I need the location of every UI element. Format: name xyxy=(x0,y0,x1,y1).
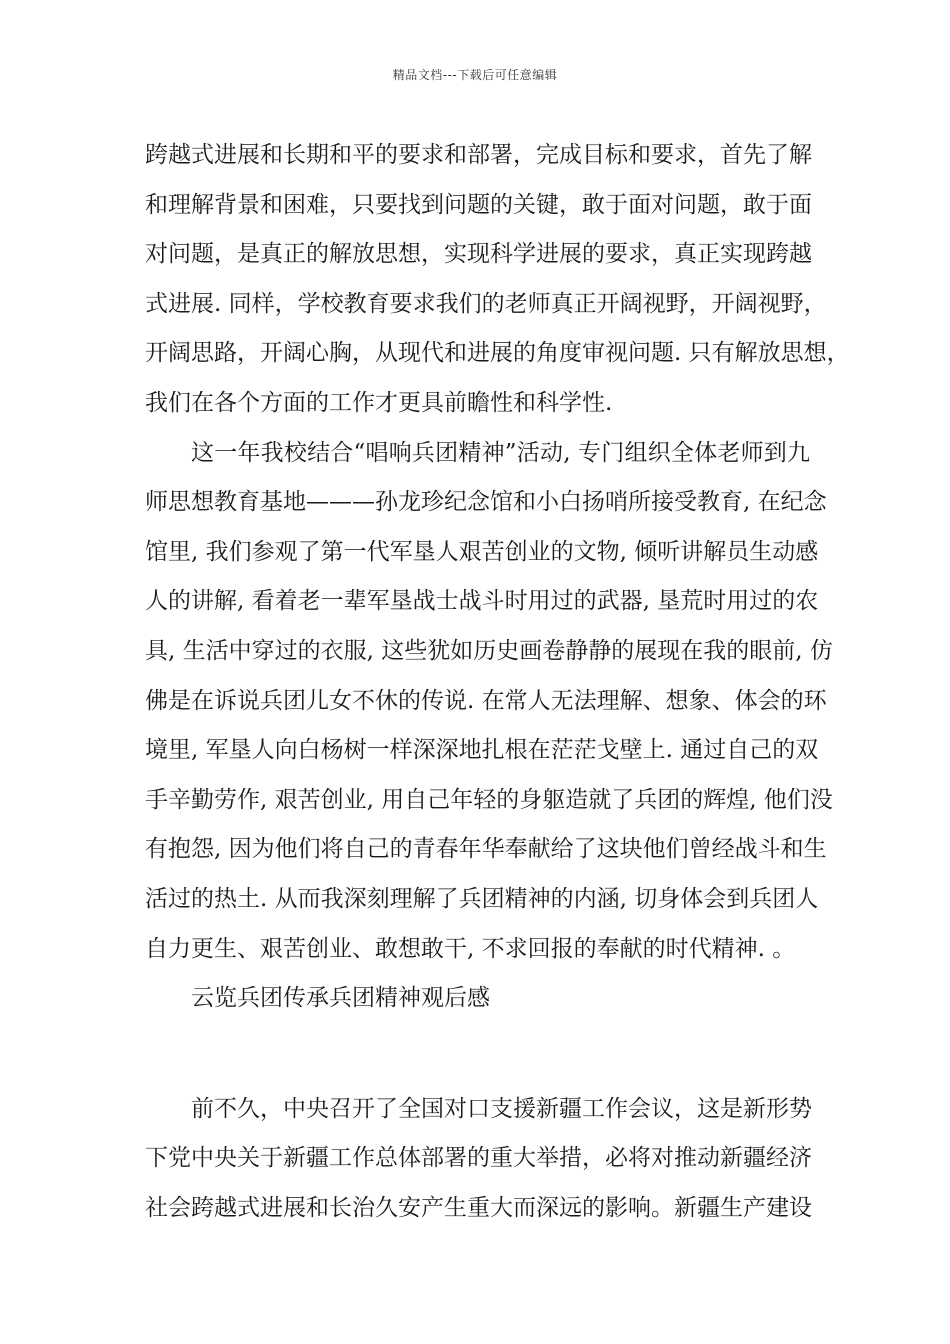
paragraph-line: 自力更生、艰苦创业、敢想敢干, 不求回报的奉献的时代精神. 。 xyxy=(145,935,796,962)
paragraph-line: 式进展. 同样，学校教育要求我们的老师真正开阔视野，开阔视野， xyxy=(145,290,827,317)
document-body xyxy=(145,131,850,1233)
paragraph-line: 馆里, 我们参观了第一代军垦人艰苦创业的文物, 倾听讲解员生动感 xyxy=(145,538,819,565)
paragraph-line: 前不久，中央召开了全国对口支援新疆工作会议，这是新形势 xyxy=(191,1095,812,1122)
paragraph-line: 有抱怨, 因为他们将自己的青春年华奉献给了这块他们曾经战斗和生 xyxy=(145,836,827,863)
paragraph-line: 境里, 军垦人向白杨树一样深深地扎根在茫茫戈壁上. 通过自己的双 xyxy=(145,737,819,764)
paragraph-line: 活过的热土. 从而我深刻理解了兵团精神的内涵, 切身体会到兵团人 xyxy=(145,885,819,912)
paragraph-line: 人的讲解, 看着老一辈军垦战士战斗时用过的武器, 垦荒时用过的农 xyxy=(145,588,819,615)
paragraph-line: 佛是在诉说兵团儿女不休的传说. 在常人无法理解、想象、体会的环 xyxy=(145,687,827,714)
paragraph-line: 我们在各个方面的工作才更具前瞻性和科学性. xyxy=(145,389,613,416)
paragraph-line: 师思想教育基地———孙龙珍纪念馆和小白扬哨所接受教育, 在纪念 xyxy=(145,489,827,516)
paragraph-line: 和理解背景和困难，只要找到问题的关键，敢于面对问题，敢于面 xyxy=(145,191,812,218)
paragraph-line: 具, 生活中穿过的衣服, 这些犹如历史画卷静静的展现在我的眼前, 仿 xyxy=(145,637,833,664)
paragraph-line: 跨越式进展和长期和平的要求和部署，完成目标和要求，首先了解 xyxy=(145,142,812,168)
paragraph-line: 社会跨越式进展和长治久安产生重大而深远的影响。新疆生产建设 xyxy=(145,1194,812,1221)
paragraph-line: 对问题，是真正的解放思想，实现科学进展的要求，真正实现跨越 xyxy=(145,241,812,268)
paragraph-line: 开阔思路，开阔心胸，从现代和进展的角度审视问题. 只有解放思想， xyxy=(145,340,850,367)
blank-gap xyxy=(145,1024,810,1085)
section-heading: 云览兵团传承兵团精神观后感 xyxy=(191,985,490,1012)
paragraph-line: 手辛勤劳作, 艰苦创业, 用自己年轻的身躯造就了兵团的辉煌, 他们没 xyxy=(145,786,833,813)
page-header: 精品文档---下载后可任意编辑 xyxy=(392,68,558,82)
paragraph-line: 下党中央关于新疆工作总体部署的重大举措，必将对推动新疆经济 xyxy=(145,1145,812,1172)
paragraph-line: 这一年我校结合“唱响兵团精神”活动, 专门组织全体老师到九 xyxy=(191,439,810,466)
